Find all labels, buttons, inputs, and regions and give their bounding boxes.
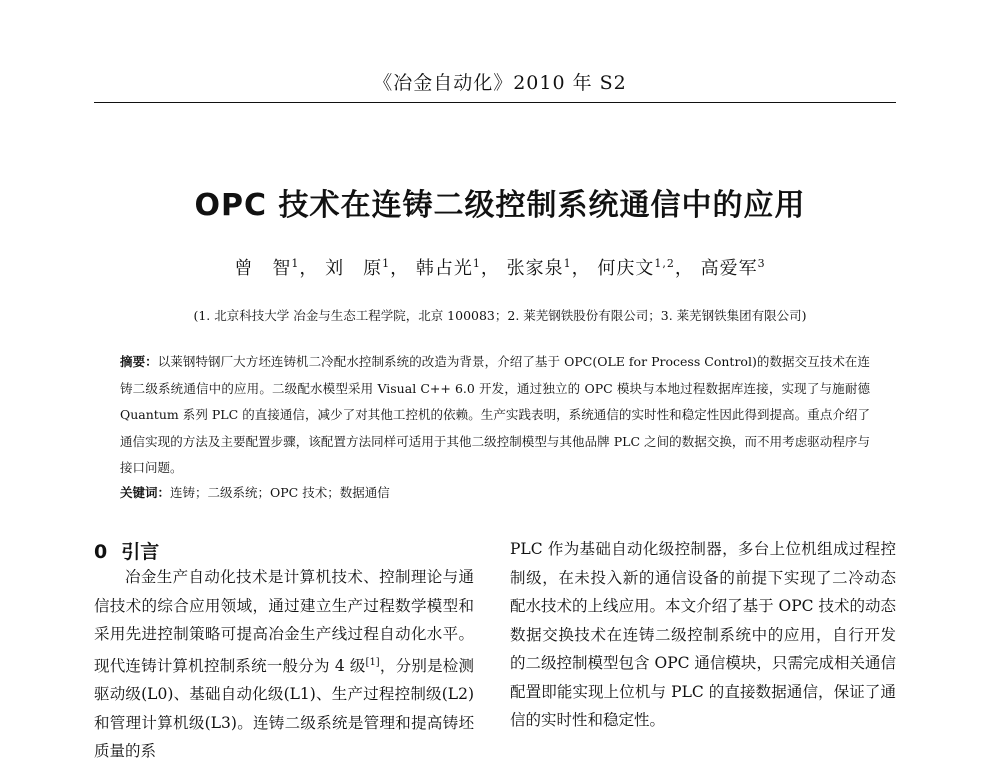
section-number: 0 (94, 541, 108, 563)
author-affiliation-mark: 1,2 (654, 257, 675, 270)
author-affiliation-mark: 3 (757, 257, 766, 270)
abstract (120, 349, 870, 482)
author-separator: ， (390, 258, 410, 279)
abstract-label: 摘要： (120, 354, 158, 369)
author-affiliation-mark: 1 (563, 257, 572, 270)
author-name: 韩占光 (415, 258, 473, 279)
author-name: 曾 智 (234, 258, 292, 279)
author-name: 高爱军 (700, 258, 758, 279)
body-column-right (510, 535, 896, 735)
author-separator: ， (480, 258, 500, 279)
paper-title: OPC 技术在连铸二级控制系统通信中的应用 (194, 188, 806, 223)
author-affiliation-mark: 1 (472, 257, 481, 270)
author-affiliation-mark: 1 (382, 257, 391, 270)
author-separator: ， (674, 258, 694, 279)
body-text: PLC 作为基础自动化级控制器，多台上位机组成过程控制级，在未投入新的通信设备的前提下实现了二冷动态配水技术的上线应用。本文介绍了基于 OPC 技术的动态数据交换技术在连铸二级控制系统中的应用，自行开发的二级控制模型包含 OPC 通信模块，只需完成相关通信配置即能实现上位机与 PLC 的直接数据通信，保证了通信的实时性和稳定性。 (510, 540, 896, 729)
abstract-text: 以莱钢特钢厂大方坯连铸机二冷配水控制系统的改造为背景，介绍了基于 OPC(OLE for Process Control)的数据交互技术在连铸二级系统通信中的应用。二级配水模型采用 Visual C++ 6.0 开发，通过独立的 OPC 模块与本地过程数据库连接，实现了与施耐德 Quantum 系列 PLC 的直接通信，减少了对其他工控机的依赖。生产实践表明，系统通信的实时性和稳定性因此得到提高。重点介绍了通信实现的方法及主要配置步骤，该配置方法同样可适用于其他二级控制模型与其他品牌 PLC 之间的数据交换，而不用考虑驱动程序与接口问题。 (120, 354, 870, 475)
author-list (0, 254, 1000, 280)
affiliations: (1. 北京科技大学 冶金与生态工程学院，北京 100083；2. 莱芜钢铁股份有限公司；3. 莱芜钢铁集团有限公司) (193, 308, 807, 323)
section-heading (94, 537, 159, 564)
author-name: 刘 原 (325, 258, 383, 279)
body-text: 冶金生产自动化技术是计算机技术、控制理论与通信技术的综合应用领域，通过建立生产过程数学模型和采用先进控制策略可提高冶金生产线过程自动化水平。现代连铸计算机控制系统一般分为 4 级 (94, 568, 474, 675)
keywords-label: 关键词： (120, 485, 171, 500)
author-name: 何庆文 (597, 258, 655, 279)
author-affiliation-mark: 1 (291, 257, 300, 270)
author-separator: ， (571, 258, 591, 279)
section-title: 引言 (121, 541, 160, 563)
keywords-text: 连铸；二级系统；OPC 技术；数据通信 (170, 485, 390, 500)
journal-header: 《冶金自动化》2010 年 S2 (373, 72, 627, 94)
body-column-left (94, 563, 474, 766)
author-separator: ， (299, 258, 319, 279)
body-text: ，分别是检测驱动级(L0)、基础自动化级(L1)、生产过程控制级(L2)和管理计算机级(L3)。连铸二级系统是管理和提高铸坯质量的系 (94, 656, 474, 761)
header-rule (94, 102, 896, 103)
author-name: 张家泉 (506, 258, 564, 279)
keywords (120, 480, 870, 506)
citation-ref: [1] (365, 656, 380, 668)
